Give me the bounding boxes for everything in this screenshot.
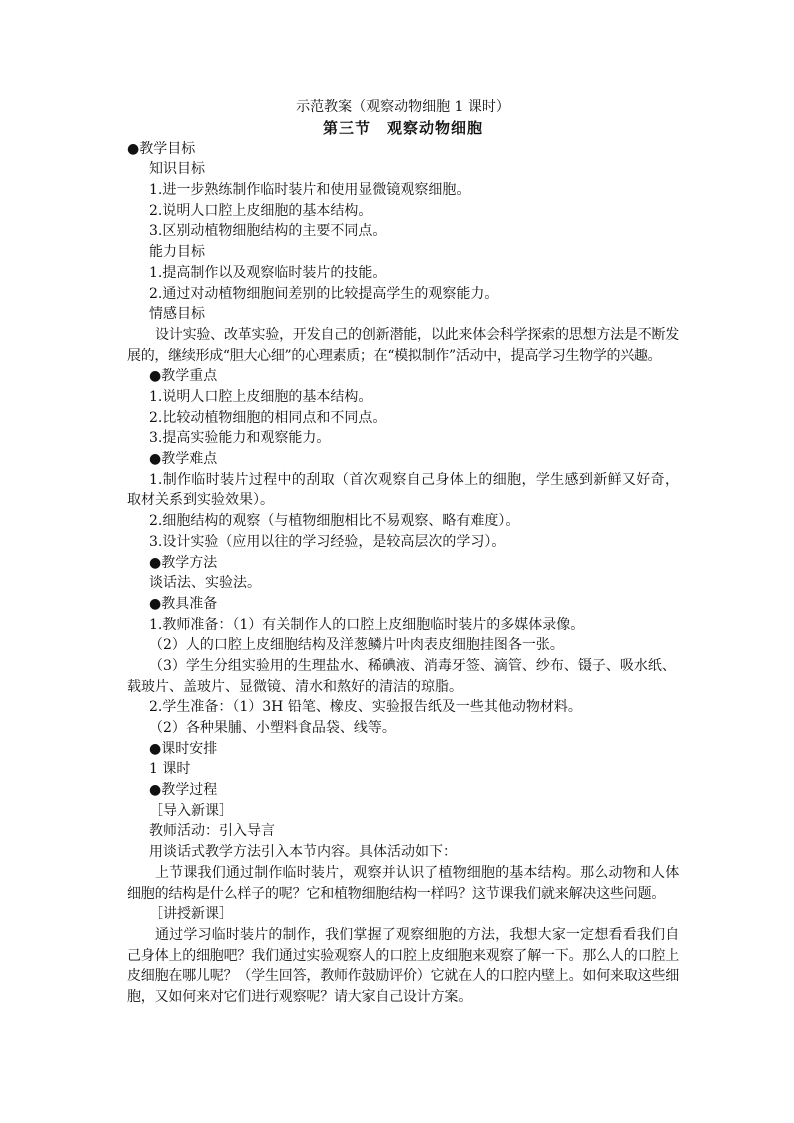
subheading-emotion: 情感目标 [149, 306, 205, 323]
prep-item-2: （2）人的口腔上皮细胞结构及洋葱鳞片叶肉表皮细胞挂图各一张。 [149, 637, 564, 654]
key-item-3: 3.提高实验能力和观察能力。 [149, 430, 331, 447]
heading-key-points: ●教学重点 [149, 368, 218, 385]
teacher-activity: 教师活动：引入导言 [149, 823, 275, 840]
heading-difficulties: ●教学难点 [149, 451, 218, 468]
emotion-paragraph: 设计实验、改革实验，开发自己的创新潜能，以此来体会科学探索的思想方法是不断发展的，继续形成“胆大心细”的心理素质；在“模拟制作”活动中，提高学习生物学的兴趣。 [127, 326, 679, 364]
ability-item-2: 2.通过对动植物细胞间差别的比较提高学生的观察能力。 [149, 285, 499, 302]
ability-item-1: 1.提高制作以及观察临时装片的技能。 [149, 264, 387, 281]
prep-item-1: 1.教师准备：（1）有关制作人的口腔上皮细胞临时装片的多媒体录像。 [149, 616, 585, 633]
doc-subtitle: 示范教案（观察动物细胞 1 课时） [296, 99, 510, 115]
heading-schedule: ●课时安排 [149, 740, 218, 757]
prep-item-4: 2.学生准备：（1）3H 铅笔、橡皮、实验报告纸及一些其他动物材料。 [149, 699, 582, 716]
document-page [127, 97, 679, 1008]
heading-teaching-goals: ●教学目标 [127, 140, 196, 157]
subheading-knowledge: 知识目标 [149, 161, 205, 178]
doc-title: 第三节 观察动物细胞 [322, 118, 483, 137]
teach-paragraph: 通过学习临时装片的制作，我们掌握了观察细胞的方法，我想大家一定想看看我们自己身体上的细胞吧？我们通过实验观察人的口腔上皮细胞来观察了解一下。那么人的口腔上皮细胞在哪儿呢？（学生回答，教师作鼓励评价）它就在人的口腔内壁上。如何来取这些细胞，又如何来对它们进行观察呢？请大家自己设计方案。 [127, 926, 679, 1006]
difficulty-item-3: 3.设计实验（应用以往的学习经验，是较高层次的学习）。 [149, 533, 506, 550]
difficulty-item-1: 1.制作临时装片过程中的刮取（首次观察自己身体上的细胞，学生感到新鲜又好奇，取材关系到实验效果）。 [127, 471, 679, 509]
prep-item-3a: （3）学生分组实验用的生理盐水、稀碘液、消毒牙签、滴管、纱布、镊子、吸水纸、 [149, 657, 676, 674]
key-item-2: 2.比较动植物细胞的相同点和不同点。 [149, 409, 387, 426]
intro-paragraph: 上节课我们通过制作临时装片，观察并认识了植物细胞的基本结构。那么动物和人体细胞的结构是什么样子的呢？它和植物细胞结构一样吗？这节课我们就来解决这些问题。 [127, 864, 679, 902]
prep-item-3b: 载玻片、盖玻片、显微镜、清水和熬好的清洁的琼脂。 [127, 678, 463, 695]
knowledge-item-1: 1.进一步熟练制作临时装片和使用显微镜观察细胞。 [149, 182, 471, 199]
heading-preparation: ●教具准备 [149, 595, 218, 612]
heading-process: ●教学过程 [149, 782, 218, 799]
intro-heading: ［导入新课］ [149, 802, 233, 819]
difficulty-item-2: 2.细胞结构的观察（与植物细胞相比不易观察、略有难度）。 [149, 513, 520, 530]
subheading-ability: 能力目标 [149, 244, 205, 261]
knowledge-item-3: 3.区别动植物细胞结构的主要不同点。 [149, 223, 387, 240]
key-item-1: 1.说明人口腔上皮细胞的基本结构。 [149, 388, 373, 405]
knowledge-item-2: 2.说明人口腔上皮细胞的基本结构。 [149, 202, 373, 219]
teach-heading: ［讲授新课］ [149, 906, 233, 923]
schedule-text: 1 课时 [149, 761, 191, 778]
heading-methods: ●教学方法 [149, 554, 218, 571]
methods-text: 谈话法、实验法。 [149, 575, 261, 592]
prep-item-5: （2）各种果脯、小塑料食品袋、线等。 [149, 720, 396, 737]
intro-line: 用谈话式教学方法引入本节内容。具体活动如下： [149, 844, 457, 861]
